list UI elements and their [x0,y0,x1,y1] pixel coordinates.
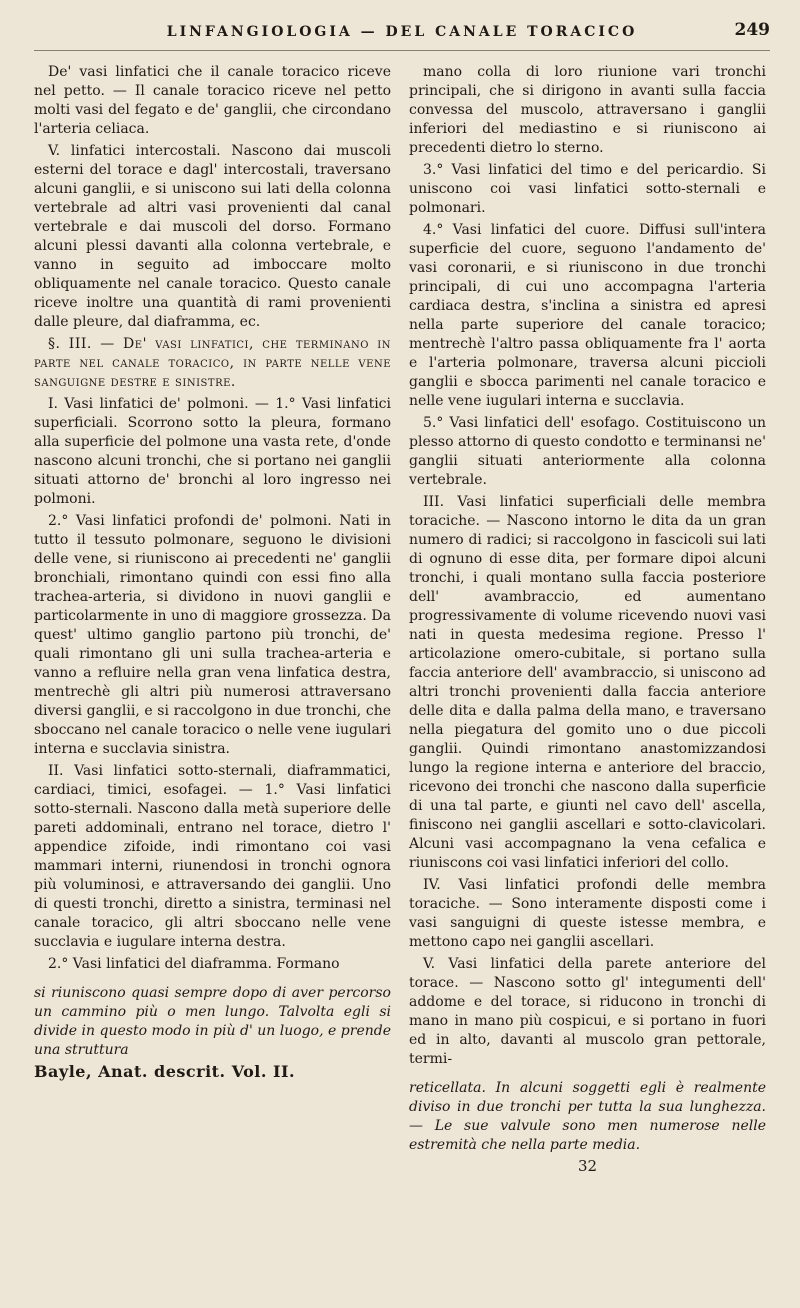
paragraph: III. Vasi linfatici superficiali delle membra toraciche. — Nascono intorno le dita da un gran numero di radici; si raccolgono in fascicoli sui lati di ognuno di esse dita, per formare dipoi alcuni tronchi, i quali montano sulla faccia posteriore dell' avambraccio, ed aumentano progressivamente di volume ricevendo nuovi vasi nati in questa medesima regione. Presso l' articolazione omero-cubitale, si portano sulla faccia anteriore dell' avambraccio, si uniscono ad altri tronchi provenienti dalla faccia anteriore delle dita e dalla palma della mano, e traversano nella piegatura del gomito uno o due piccoli ganglii. Quindi rimontano anastomizzandosi lungo la regione interna e anteriore del braccio, ricevono dei tronchi che nascono dalla superficie di una tal parte, e giunti nel cavo dell' ascella, finiscono nei ganglii ascellari e sotto-clavicolari. Alcuni vasi accompagnano la vena cefalica e riuniscons coi vasi linfatici inferiori del collo. [409,494,766,871]
footnote-left: si riuniscono quasi sempre dopo di aver percorso un cammino più o men lungo. Talvolta egli si divide in questo modo in più d' un luogo, e prende una struttura [34,985,391,1058]
paragraph: 5.° Vasi linfatici dell' esofago. Costituiscono un plesso attorno di questo condotto e terminansi ne' ganglii situati anteriormente alla colonna vertebrale. [409,415,766,488]
footnote-right: reticellata. In alcuni soggetti egli è realmente diviso in due tronchi per tutta la sua lunghezza. — Le sue valvule sono men numerose nelle estremità che nella parte media. [409,1080,766,1153]
paragraph: V. linfatici intercostali. Nascono dai muscoli esterni del torace e dagl' intercostali, traversano alcuni ganglii, e si uniscono sui lati della colonna vertebrale ad altri vasi provenienti dal canal vertebrale e dai muscoli del dorso. Formano alcuni plessi davanti alla colonna vertebrale, e vanno in seguito ad imboccare molto obliquamente nel canale toracico. Questo canale riceve inoltre una quantità di rami provenienti dalle pleure, dal diaframma, ec. [34,143,391,330]
left-column [34,63,391,1176]
paragraph: mano colla di loro riunione vari tronchi principali, che si dirigono in avanti sulla faccia convessa del muscolo, attraversano i ganglii inferiori del mediastino e si riuniscono ai precedenti dietro lo sterno. [409,64,766,156]
paragraph: 2.° Vasi linfatici profondi de' polmoni. Nati in tutto il tessuto polmonare, seguono le divisioni delle vene, si riuniscono ai precedenti ne' ganglii bronchiali, rimontano quindi con essi fino alla trachea-arteria, si dividono in nuovi ganglii e particolarmente in uno di maggiore grossezza. Da quest' ultimo ganglio partono più tronchi, de' quali rimontano gli uni sulla trachea-arteria e vanno a refluire nella gran vena linfatica destra, mentrechè gli altri più numerosi attraversano diversi ganglii, e si raccolgono in due tronchi, che sboccano nel canale toracico o nelle vene iugulari interna e succlavia sinistra. [34,513,391,757]
footer [34,1062,391,1081]
paragraph: IV. Vasi linfatici profondi delle membra toraciche. — Sono interamente disposti come i vasi sanguigni di queste istesse membra, e mettono capo nei ganglii ascellari. [409,877,766,950]
book-citation: Bayle, Anat. descrit. Vol. II. [34,1062,296,1081]
paragraph: De' vasi linfatici che il canale toracico riceve nel petto. — Il canale toracico riceve nel petto molti vasi del fegato e de' ganglii, che circondano l'arteria celiaca. [34,64,391,137]
running-header [34,14,770,51]
paragraph: II. Vasi linfatici sotto-sternali, diaframmatici, cardiaci, timici, esofagei. — 1.° Vasi linfatici sotto-sternali. Nascono dalla metà superiore delle pareti addominali, entrano nel torace, dietro l' appendice zifoide, indi rimontano coi vasi mammari interni, riunendosi in tronchi ognora più voluminosi, e attraversando dei ganglii. Uno di questi tronchi, diretto a sinistra, terminasi nel canale toracico, gli altri sboccano nelle vene succlavia e iugulare interna destra. [34,763,391,950]
running-title: LINFANGIOLOGIA — DEL CANALE TORACICO [166,24,638,40]
paragraph: I. Vasi linfatici de' polmoni. — 1.° Vasi linfatici superficiali. Scorrono sotto la pleura, formano alla superficie del polmone una vasta rete, d'onde nascono alcuni tronchi, che si portano nei ganglii situati attorno de' bronchi al loro ingresso nei polmoni. [34,396,391,507]
section-heading: §. III. — De' vasi linfatici, che terminano in parte nel canale toracico, in parte nelle vene sanguigne destre e sinistre. [34,336,391,390]
paragraph: 2.° Vasi linfatici del diaframma. Formano [48,956,340,972]
paragraph: 4.° Vasi linfatici del cuore. Diffusi sull'intera superficie del cuore, seguono l'andamento de' vasi coronarii, e si riuniscono in due tronchi principali, di cui uno accompagna l'arteria cardiaca destra, s'inclina a sinistra ed apresi nella parte superiore del canale toracico; mentrechè l'altro passa obliquamente fra l' aorta e l'arteria polmonare, traversa alcuni piccioli ganglii e sbocca parimenti nel canale toracico e nelle vene iugulari interna e succlavia. [409,222,766,409]
paragraph: V. Vasi linfatici della parete anteriore del torace. — Nascono sotto gl' integumenti dell' addome e del torace, si riducono in tronchi di mano in mano più cospicui, e si portano in fuori ed in alto, davanti al muscolo gran pettorale, termi- [409,956,766,1067]
signature-mark: 32 [577,1157,598,1175]
paragraph: 3.° Vasi linfatici del timo e del pericardio. Si uniscono coi vasi linfatici sotto-sternali e polmonari. [409,162,766,216]
signature-line [409,1157,766,1176]
text-columns [34,63,770,1176]
right-column [409,63,766,1176]
page-number: 249 [734,20,770,40]
